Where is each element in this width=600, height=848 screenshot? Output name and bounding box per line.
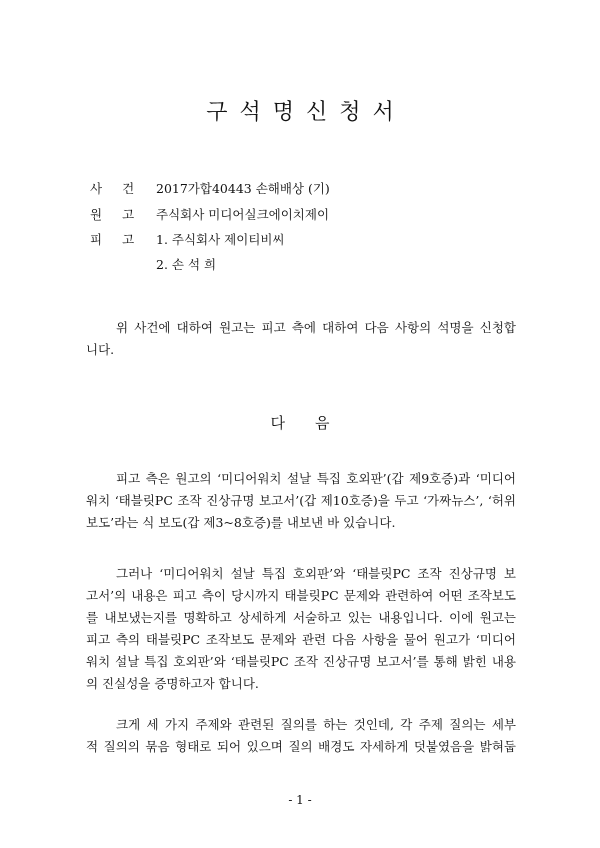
paragraph-line: 위 사건에 대하여 원고는 피고 측에 대하여 다음 사항의 석명을 신청합 [116, 320, 516, 335]
case-label: 원고 [90, 207, 155, 222]
paragraph-line: 적 질의의 묶음 형태로 되어 있으며 질의 배경도 자세하게 덧붙였음을 밝혀둡 [86, 739, 516, 754]
paragraph-line: 크게 세 가지 주제와 관련된 질의를 하는 것인데, 각 주제 질의는 세부 [116, 717, 516, 732]
document-title: 구석명신청서 [206, 100, 406, 125]
paragraph-line: 니다. [86, 342, 115, 357]
case-row-defendant [90, 230, 285, 248]
paragraph-3 [86, 714, 516, 758]
intro-paragraph [86, 317, 516, 361]
case-value: 주식회사 미디어실크에이치제이 [156, 207, 330, 222]
paragraph-line: 보도’라는 식 보도(갑 제3~8호증)를 내보낸 바 있습니다. [86, 515, 396, 530]
paragraph-line: 의 진실성을 증명하고자 합니다. [86, 676, 259, 691]
case-row-plaintiff [90, 205, 329, 223]
section-heading: 다음 [270, 414, 360, 432]
paragraph-2 [86, 563, 516, 695]
paragraph-line: 고서’의 내용은 피고 측이 당시까지 태블릿PC 문제와 관련하여 어떤 조작보도 [86, 588, 516, 603]
case-value: 1. 주식회사 제이티비씨 [156, 232, 285, 247]
paragraph-line: 피고 측의 태블릿PC 조작보도 문제와 관련 다음 사항을 물어 원고가 ‘미디어 [86, 632, 516, 647]
page-number: - 1 - [288, 793, 312, 807]
case-value: 2017가합40443 손해배상 (기) [156, 181, 330, 196]
case-value: 2. 손 석 희 [156, 257, 217, 272]
case-row-case [90, 179, 330, 197]
case-row-defendant-2 [90, 255, 216, 273]
paragraph-line: 를 내보냈는지를 명확하고 상세하게 서술하고 있는 내용입니다. 이에 원고는 [86, 610, 516, 625]
case-label: 사건 [90, 181, 155, 196]
case-label: 피고 [90, 232, 155, 247]
paragraph-line: 그러나 ‘미디어워치 설날 특집 호외판’와 ‘태블릿PC 조작 진상규명 보 [116, 566, 516, 581]
paragraph-line: 피고 측은 원고의 ‘미디어워치 설날 특집 호외판’(갑 제9호증)과 ‘미디어 [116, 471, 516, 486]
paragraph-1 [86, 468, 516, 534]
paragraph-line: 워치 설날 특집 호외판’와 ‘태블릿PC 조작 진상규명 보고서’를 통해 밝힌 내용 [86, 654, 516, 669]
paragraph-line: 워치 ‘태블릿PC 조작 진상규명 보고서’(갑 제10호증)을 두고 ‘가짜뉴스’, ‘허위 [86, 493, 516, 508]
